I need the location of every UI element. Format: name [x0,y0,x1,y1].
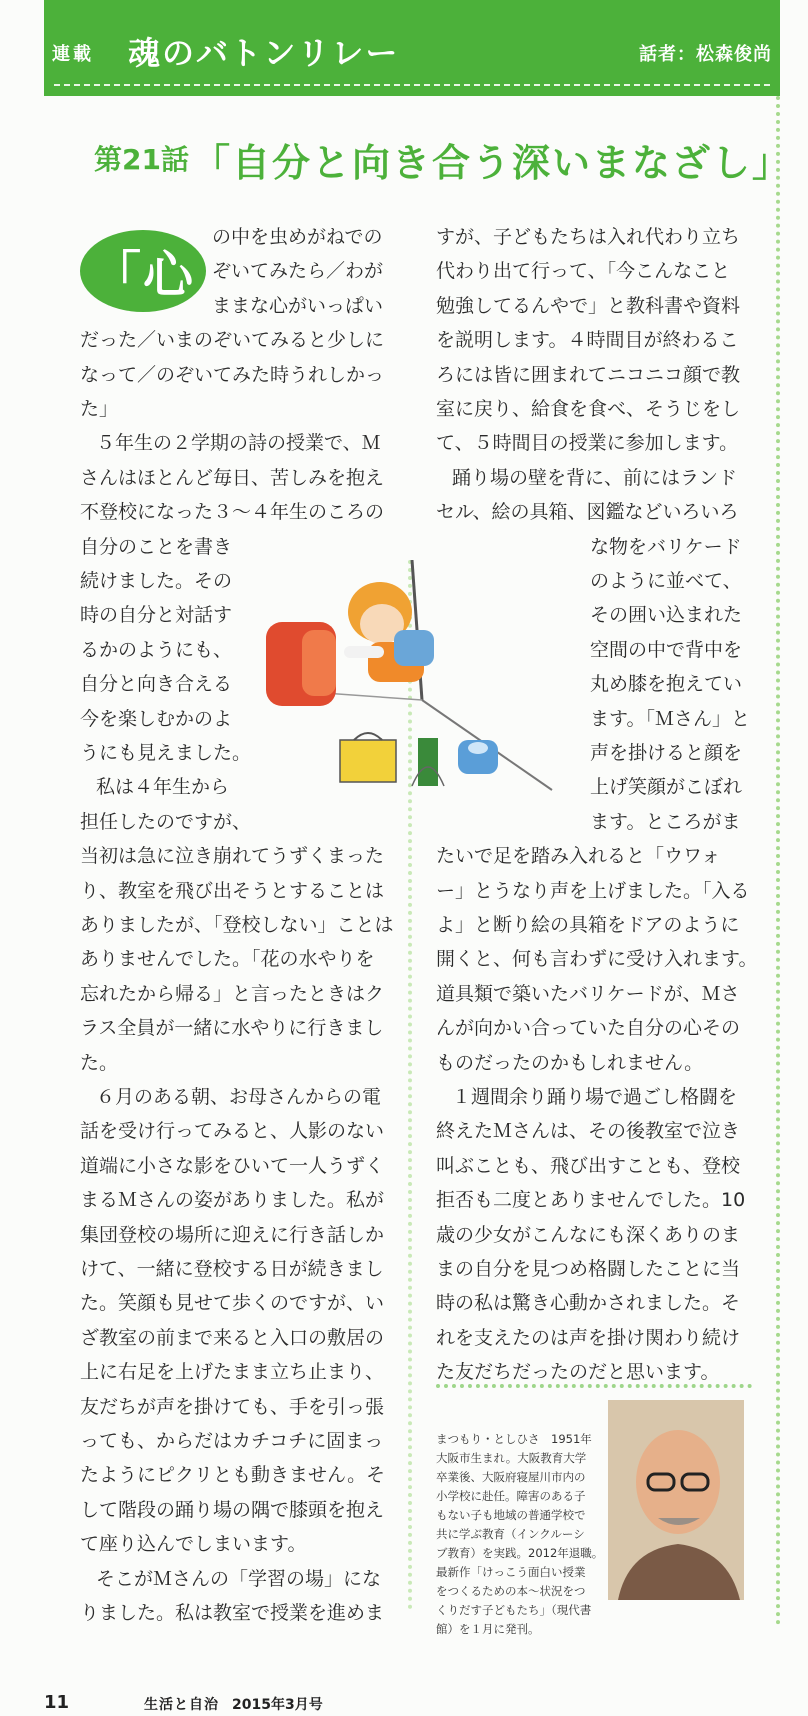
series-title: 魂のバトンリレー [128,34,400,72]
episode-number: 第21話 [94,143,189,176]
left-column-line: りました。私は教室で授業を進めま [80,1602,385,1624]
right-column-line: セル、絵の具箱、図鑑などいろいろ [436,501,739,524]
left-column-line: ありませんでした。「花の水やりを [80,948,375,971]
paint-box-icon [340,740,396,782]
right-column-line: ー」とうなり声を上げました。「入る [436,879,750,902]
right-column-line: すが、子どもたちは入れ代わり立ち [436,226,741,248]
left-column-line: ５年生の２学期の詩の授業で、Ｍ [96,432,381,455]
left-column-line: 集団登校の場所に迎えに行き話しか [80,1223,385,1246]
right-column-line: 丸め膝を抱えてい [590,673,743,696]
left-column-line: ぞいてみたら／わが [212,260,384,283]
bio-line: もない子も地域の普通学校で [436,1508,586,1522]
left-column-line: けて、一緒に登校する日が続きまし [80,1258,384,1280]
left-column-line: まるＭさんの姿がありました。私が [80,1189,385,1212]
left-column-line: っても、からだはカチコチに固まっ [80,1430,384,1452]
bio-line: 館）を１月に発刊。 [436,1622,540,1636]
left-column-line: た。 [80,1051,119,1074]
left-column-line: た。笑顔も見せて歩くのですが、い [80,1292,385,1315]
left-column-line: たようにピクリとも動きません。そ [80,1464,386,1487]
left-column-line: ６月のある朝、お母さんからの電 [96,1086,382,1108]
left-column-line: 担任したのですが、 [80,810,252,833]
right-column-line: 拒否も二度とありませんでした。10 [436,1189,746,1212]
right-column-line: んが向かい合っていた自分の心その [436,1017,741,1040]
left-column-line: さんはほとんど毎日、苦しみを抱え [80,466,385,489]
bio-line: 小学校に赴任。障害のある子 [436,1489,586,1503]
right-column-line: て、５時間目の授業に参加します。 [436,432,739,455]
author-portrait [608,1400,744,1600]
right-column-line: その囲い込まれた [590,604,743,627]
bio-dotted-rule [436,1384,752,1388]
right-column-line: 代わり出て行って、「今こんなこと [436,260,731,283]
left-column-line: なって／のぞいてみた時うれしかっ [80,363,385,386]
left-column-line: 続けました。その [80,570,233,592]
bio-line: 共に学ぶ教育（インクルーシ [436,1527,585,1541]
left-column-line: 忘れたから帰る」と言ったときはク [80,982,385,1005]
left-column-line: 今を楽しむかのよ [80,707,233,730]
left-column-line: ままな心がいっぱい [212,294,384,317]
header-dashed-rule [54,84,770,86]
left-column-line: 自分と向き合える [80,673,233,696]
right-column-line: 時の私は驚き心動かされました。そ [436,1292,741,1315]
left-column-line: 当初は急に泣き崩れてうずくまった [80,845,385,868]
right-column-line: 終えたＭさんは、その後教室で泣き [436,1120,741,1143]
bio-line: をつくるための本～状況をつ [436,1584,586,1598]
dropcap-kokoro: 「心 [80,230,206,312]
right-column-line: 開くと、何も言わずに受け入れます。 [436,948,758,971]
right-column-line: よ」と断り絵の具箱をドアのように [436,914,740,936]
right-column-line: 空間の中で背中を [590,638,743,661]
left-column-line: ざ教室の前まで来ると入口の敷居の [80,1326,385,1349]
bio-line: まつもり・としひさ 1951年 [436,1432,592,1446]
right-column-line: な物をバリケード [590,535,742,558]
right-column-line: 道具類で築いたバリケードが、Ｍさ [436,982,740,1005]
right-column-line: 踊り場の壁を背に、前にはランド [452,466,738,489]
bio-line: 卒業後、大阪府寝屋川市内の [436,1470,586,1484]
bio-line: くりだす子どもたち」（現代書 [436,1603,592,1617]
right-column-line: 声を掛けると顔を [590,742,743,764]
left-column-line: 私は４年生から [96,776,230,799]
series-label: 連載 [52,44,94,65]
left-column-line: 不登校になった３～４年生のころの [80,501,385,524]
left-column-line: そこがＭさんの「学習の場」にな [96,1567,382,1590]
right-column-line: まの自分を見つめ格闘したことに当 [436,1258,741,1280]
right-column-line: ます。「Ｍさん」と [590,707,750,730]
speaker-credit: 話者：松森俊尚 [639,44,772,65]
right-column-line: のように並べて、 [590,570,742,592]
left-column-line: ラス全員が一緒に水やりに行きまし [80,1017,384,1040]
left-column-line: の中を虫めがねでの [212,226,383,248]
right-column-line: １週間余り踊り場で過ごし格闘を [452,1086,738,1108]
right-column-line: れを支えたのは声を掛け関わり続け [436,1326,741,1349]
episode-headline: 「自分と向き合う深いまなざし」 [192,141,793,185]
left-column-line: ありましたが、「登校しない」ことは [80,914,394,936]
right-column-line: 叫ぶことも、飛び出すことも、登校 [436,1154,741,1177]
left-column-line: り、教室を飛び出そうとすることは [80,879,385,902]
right-column-line: た友だちだったのだと思います。 [436,1361,720,1384]
right-column-line: 室に戻り、給食を食べ、そうじをし [436,398,741,420]
left-column-line: 自分のことを書き [80,535,233,558]
left-column-line: うにも見えました。 [80,742,252,764]
magazine-title: 生活と自治 [144,1697,219,1713]
bio-line: 大阪市生まれ。大阪教育大学 [436,1451,587,1465]
bag-icon [418,738,438,786]
left-column-line: 話を受け行ってみると、人影のない [80,1120,385,1143]
right-column-line: ます。ところがま [590,810,741,833]
girl-with-randoseru-illustration [262,560,562,810]
right-column-line: 上げ笑顔がこぼれ [590,776,743,799]
left-column-line: るかのようにも、 [80,638,233,661]
right-dotted-border [776,96,780,1626]
left-column-line: 時の自分と対話す [80,604,233,627]
right-column-line: ものだったのかもしれません。 [436,1051,704,1074]
page-number: 11 [44,1692,70,1713]
right-column-line: ろには皆に囲まれてニコニコ顔で教 [436,363,741,386]
left-column-line: 道端に小さな影をひいて一人うずく [80,1154,385,1177]
author-bio [436,1430,604,1639]
left-column-line: 上に右足を上げたまま立ち止まり、 [80,1361,385,1384]
left-column-line: して階段の踊り場の隅で膝頭を抱え [80,1498,385,1521]
right-column-line: 歳の少女がこんなにも深くありのま [436,1223,741,1246]
left-column-line: だった／いまのぞいてみると少しに [80,329,385,352]
left-column-line: 友だちが声を掛けても、手を引っ張 [80,1395,385,1418]
right-column-line: 勉強してるんやで」と教科書や資料 [436,294,741,317]
issue-label: 2015年3月号 [232,1697,323,1713]
left-column-line: て座り込んでしまいます。 [80,1533,307,1556]
bio-line: 最新作「けっこう面白い授業 [436,1565,586,1579]
bio-line: ブ教育）を実践。2012年退職。 [436,1546,604,1560]
right-column-line: を説明します。４時間目が終わるこ [436,329,739,352]
left-column-line: た」 [80,398,119,420]
right-column-line: たいで足を踏み入れると「ウワォ [436,845,721,868]
